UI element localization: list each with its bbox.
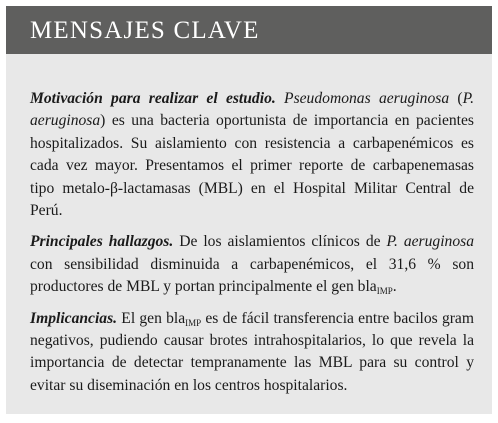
findings-species: P. aeruginosa bbox=[386, 233, 475, 251]
motivation-abbrev: P. aeruginosa bbox=[30, 90, 475, 130]
findings-text-2: con sensibilidad disminuida a carbapenémicos, el 31,6 % son productores de MBL y portan principalmente el gen bla bbox=[30, 255, 474, 296]
paragraph-findings bbox=[30, 231, 474, 298]
motivation-species: Pseudomonas aeruginosa bbox=[284, 90, 450, 107]
paragraph-implications bbox=[30, 308, 474, 398]
key-messages-box bbox=[6, 6, 492, 414]
implications-text-1: El gen bla bbox=[117, 309, 186, 327]
motivation-text-1 bbox=[276, 90, 284, 107]
findings-heading: Principales hallazgos. bbox=[30, 233, 174, 251]
findings-gene-subscript: IMP bbox=[376, 286, 393, 297]
motivation-text-2: ( bbox=[449, 90, 463, 107]
motivation-text-3: ) es una bacteria oportunista de importancia en pacientes hospitalizados. Su aislamiento con resistencia a carbapenémicos es cada vez mayor. Presentamos el primer reporte de carbapenemasas tipo metalo-β-lactamasas (MBL) en el Hospital Militar Central de Perú. bbox=[30, 112, 474, 220]
key-messages-header bbox=[6, 6, 492, 54]
key-messages-content bbox=[30, 88, 474, 406]
motivation-heading: Motivación para realizar el estudio. bbox=[30, 90, 276, 107]
findings-text-3: . bbox=[392, 278, 397, 296]
findings-text-1: De los aislamientos clínicos de bbox=[173, 233, 387, 251]
implications-gene-subscript: IMP bbox=[185, 317, 202, 328]
header-title: MENSAJES CLAVE bbox=[30, 17, 260, 44]
implications-text-2: es de fácil transferencia entre bacilos gram negativos, pudiendo causar brotes intrahospitalarios, lo que revela la importancia de detectar tempranamente las MBL para su control y evitar su diseminación en los centros hospitalarios. bbox=[30, 309, 474, 394]
implications-heading: Implicancias. bbox=[30, 309, 118, 327]
paragraph-motivation bbox=[30, 88, 474, 222]
